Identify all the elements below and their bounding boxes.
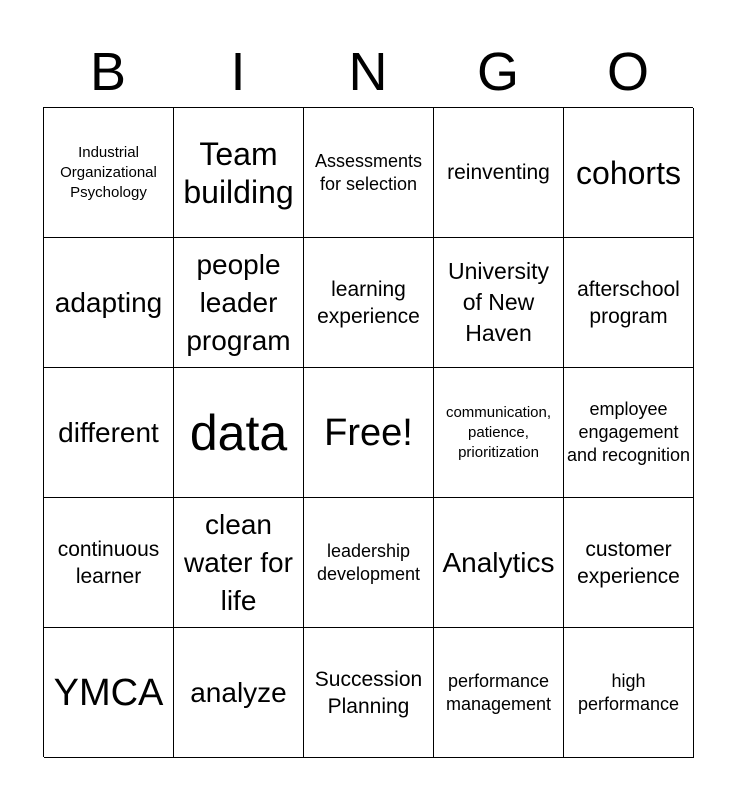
cell-label: customer experience: [577, 537, 680, 588]
header-letter-g: G: [476, 42, 519, 102]
bingo-cell[interactable]: [434, 238, 564, 368]
bingo-cell[interactable]: [174, 108, 304, 238]
cell-label: learning experience: [317, 277, 420, 328]
free-space-cell[interactable]: [304, 368, 434, 498]
cell-label: Team building: [183, 135, 294, 210]
header-letter-o: O: [606, 42, 649, 102]
bingo-cell[interactable]: [304, 108, 434, 238]
cell-label: employee engagement and recognition: [566, 399, 691, 465]
bingo-cell[interactable]: [44, 368, 174, 498]
bingo-cell[interactable]: [564, 498, 694, 628]
bingo-board: [43, 107, 693, 757]
bingo-cell[interactable]: [564, 368, 694, 498]
cell-label: Assessments for selection: [314, 150, 423, 194]
bingo-cell[interactable]: [434, 108, 564, 238]
header-letter-n: N: [348, 42, 388, 102]
cell-label: data: [189, 404, 288, 461]
bingo-cell[interactable]: [304, 498, 434, 628]
bingo-cell[interactable]: [304, 628, 434, 758]
bingo-cell[interactable]: [44, 498, 174, 628]
cell-label: reinventing: [447, 161, 550, 184]
bingo-cell[interactable]: [44, 238, 174, 368]
bingo-cell[interactable]: [564, 238, 694, 368]
cell-label: afterschool program: [577, 277, 680, 328]
header-letter-b: B: [89, 42, 127, 102]
cell-label: different: [58, 416, 159, 448]
bingo-cell[interactable]: [44, 108, 174, 238]
cell-label: adapting: [54, 286, 163, 318]
bingo-cell[interactable]: [304, 238, 434, 368]
cell-label: YMCA: [53, 671, 164, 714]
cell-label: Succession Planning: [314, 667, 423, 718]
cell-label: analyze: [190, 676, 287, 708]
bingo-cell[interactable]: [564, 108, 694, 238]
cell-label: leadership development: [316, 540, 421, 584]
cell-label: University of New Haven: [448, 258, 549, 346]
free-space-label: Free!: [324, 411, 413, 454]
cell-label: performance management: [445, 670, 552, 714]
bingo-cell[interactable]: [434, 498, 564, 628]
cell-label: clean water for life: [184, 508, 293, 616]
bingo-cell[interactable]: [564, 628, 694, 758]
bingo-cell[interactable]: [174, 368, 304, 498]
bingo-cell[interactable]: [174, 498, 304, 628]
bingo-cell[interactable]: [44, 628, 174, 758]
header-letter-i: I: [230, 42, 246, 102]
bingo-cell[interactable]: [174, 628, 304, 758]
bingo-cell[interactable]: [434, 628, 564, 758]
cell-label: Industrial Organizational Psychology: [60, 143, 157, 201]
cell-label: cohorts: [576, 154, 681, 191]
bingo-cell[interactable]: [434, 368, 564, 498]
bingo-cell[interactable]: [174, 238, 304, 368]
cell-label: high performance: [577, 670, 680, 714]
cell-label: communication, patience, prioritization: [445, 403, 552, 461]
cell-label: people leader program: [186, 248, 291, 356]
cell-label: Analytics: [442, 546, 555, 578]
bingo-header: [43, 40, 693, 104]
cell-label: continuous learner: [57, 537, 160, 588]
